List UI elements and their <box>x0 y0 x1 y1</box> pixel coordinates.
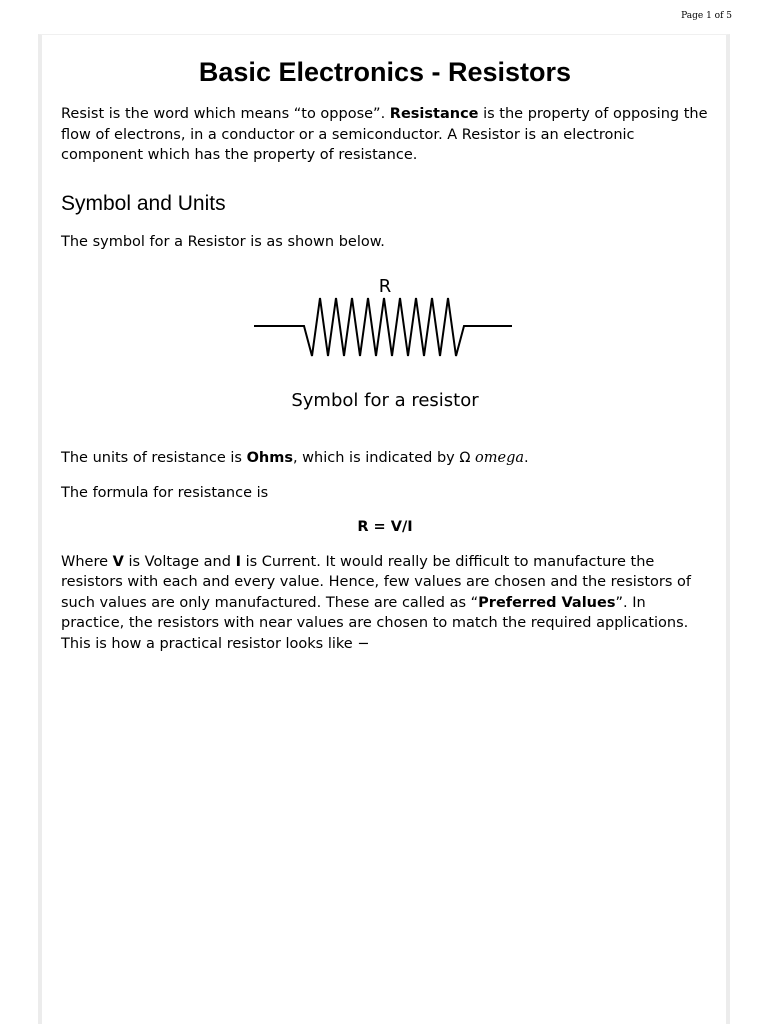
resistor-symbol-diagram <box>250 268 520 418</box>
intro-text-2: is the property of opposing the flow of electrons, in a conductor or a semiconductor. A Resistor is an electronic component which has the property of resistance. <box>61 106 708 163</box>
section-heading: Symbol and Units <box>61 191 226 215</box>
where-text-3: is Current. It would really be difficult to manufacture the resistors with each and every value. Hence, few values are chosen and the resistors of such values are only manufactured. These are called as “ <box>61 553 692 611</box>
where-bold-i: I <box>235 553 241 570</box>
units-text-3: . <box>524 450 529 466</box>
where-bold-v: V <box>112 553 124 570</box>
page-title: Basic Electronics - Resistors <box>198 57 572 87</box>
where-text-1: Where <box>61 553 113 570</box>
where-bold-preferred-values: Preferred Values <box>478 594 616 611</box>
intro-bold-resistance: Resistance <box>389 106 479 122</box>
where-text-2: is Voltage and <box>123 553 236 570</box>
intro-text-1: Resist is the word which means “to oppose”. <box>61 106 390 122</box>
where-paragraph <box>61 552 709 655</box>
symbol-intro-paragraph: The symbol for a Resistor is as shown below. <box>61 233 385 250</box>
units-paragraph <box>61 448 709 469</box>
units-text-2: , which is indicated by Ω <box>292 450 476 466</box>
resistor-zigzag <box>254 298 512 356</box>
intro-paragraph <box>61 104 709 166</box>
resistor-label: R <box>378 276 392 297</box>
article-content <box>61 35 709 654</box>
page-number: Page 1 of 5 <box>681 11 732 21</box>
document-page <box>38 34 730 1024</box>
resistor-symbol-figure <box>250 268 520 418</box>
figure-caption: Symbol for a resistor <box>291 390 479 411</box>
units-bold-ohms: Ohms <box>246 450 293 466</box>
formula-intro-paragraph: The formula for resistance is <box>61 484 269 501</box>
resistance-formula: R = V/I <box>357 519 413 535</box>
units-italic-omega: omega <box>475 450 525 466</box>
units-text-1: The units of resistance is <box>61 450 247 466</box>
where-text-4: ”. In practice, the resistors with near values are chosen to match the required applications. This is how a practical resistor looks like − <box>61 594 689 652</box>
